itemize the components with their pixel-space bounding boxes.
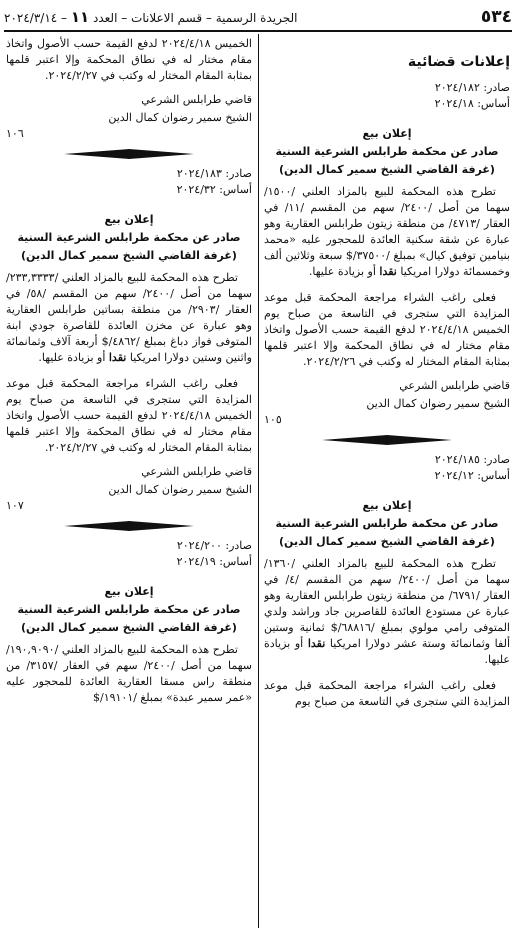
notice-number: ١٠٧ xyxy=(6,499,24,512)
court-name: صادر عن محكمة طرابلس الشرعية السنية xyxy=(17,603,241,616)
judge-chamber: (غرفة القاضي الشيخ سمير كمال الدين) xyxy=(21,249,237,262)
header-title xyxy=(4,8,481,26)
notice-106 xyxy=(264,452,510,710)
page-header xyxy=(4,6,512,28)
separator-ornament xyxy=(6,146,252,162)
issued-number: صادر: ٢٠٢٤/١٨٣ xyxy=(176,167,252,180)
header-rule xyxy=(4,30,512,32)
bidding-paragraph: فعلى راغب الشراء مراجعة المحكمة قبل موعد المزايدة التي ستجرى في التاسعة من صباح يوم الخميس ٢٠٢٤/٤/١٨ لدفع القيمة حسب الأصول واتخاذ مقام مختار له في نطاق المحكمة وإلا اعتبر قلمها بمثابة المقام المختار له وكتب في ٢٠٢٤/٢/٢٧. xyxy=(6,377,252,454)
notice-107 xyxy=(6,166,252,514)
judge-name: الشيخ سمير رضوان كمال الدين xyxy=(108,483,252,496)
page-number: ٥٣٤ xyxy=(480,7,512,27)
separator-ornament xyxy=(264,432,510,448)
bidding-paragraph: فعلى راغب الشراء مراجعة المحكمة قبل موعد المزايدة التي ستجرى في التاسعة من صباح يوم الخميس ٢٠٢٤/٤/١٨ لدفع القيمة حسب الأصول واتخاذ مقام مختار له في نطاق المحكمة وإلا اعتبر قلمها بمثابة المقام المختار له وكتب في ٢٠٢٤/٢/٢٦. xyxy=(264,291,510,368)
section-title: إعلانات قضائية xyxy=(407,54,510,70)
judge-title: قاضي طرابلس الشرعي xyxy=(141,93,252,106)
basis-number: أساس: ٢٠٢٤/١٢ xyxy=(434,469,510,482)
notice-heading: إعلان بيع xyxy=(362,499,412,512)
judge-chamber: (غرفة القاضي الشيخ سمير كمال الدين) xyxy=(279,163,495,176)
judge-name: الشيخ سمير رضوان كمال الدين xyxy=(366,397,510,410)
bidding-paragraph: فعلى راغب الشراء مراجعة المحكمة قبل موعد المزايدة التي ستجرى في التاسعة من صباح يوم xyxy=(264,679,510,708)
judge-chamber: (غرفة القاضي الشيخ سمير كمال الدين) xyxy=(279,535,495,548)
notice-number: ١٠٦ xyxy=(6,127,24,140)
continued-paragraph: الخميس ٢٠٢٤/٤/١٨ لدفع القيمة حسب الأصول واتخاذ مقام مختار له في نطاق المحكمة وإلا اعتبر قلمها بمثابة المقام المختار له وكتب في ٢٠٢٤/٢/٢٧. xyxy=(6,37,252,82)
separator-ornament xyxy=(6,518,252,534)
header-issue-number: ١١ xyxy=(70,8,90,26)
notice-heading: إعلان بيع xyxy=(362,127,412,140)
column-divider xyxy=(258,34,259,928)
judge-title: قاضي طرابلس الشرعي xyxy=(399,379,510,392)
judge-title: قاضي طرابلس الشرعي xyxy=(141,465,252,478)
notice-106-continuation xyxy=(6,36,252,142)
right-column xyxy=(264,36,510,930)
issued-number: صادر: ٢٠٢٤/١٨٥ xyxy=(434,453,510,466)
cash-term: نقدا xyxy=(108,351,127,364)
judge-name: الشيخ سمير رضوان كمال الدين xyxy=(108,111,252,124)
cash-term: نقدا xyxy=(379,265,397,278)
court-name: صادر عن محكمة طرابلس الشرعية السنية xyxy=(275,145,499,158)
issued-number: صادر: ٢٠٢٤/٢٠٠ xyxy=(176,539,252,552)
header-gazette-title: الجريدة الرسمية – قسم الاعلانات – العدد xyxy=(93,11,298,25)
judge-chamber: (غرفة القاضي الشيخ سمير كمال الدين) xyxy=(21,621,237,634)
basis-number: أساس: ٢٠٢٤/١٩ xyxy=(176,555,252,568)
court-name: صادر عن محكمة طرابلس الشرعية السنية xyxy=(275,517,499,530)
notice-heading: إعلان بيع xyxy=(104,213,154,226)
header-date: – ٢٠٢٤/٣/١٤ xyxy=(4,11,68,25)
notice-number: ١٠٥ xyxy=(264,413,282,426)
cash-term: نقدا xyxy=(307,637,326,650)
basis-number: أساس: ٢٠٢٤/٣٢ xyxy=(176,183,252,196)
sale-paragraph: تطرح هذه المحكمة للبيع بالمزاد العلني /١٥٠٠/ سهما من أصل /٢٤٠٠/ سهم من المقسم /١١/ في العقار /٤٧١٣/ من منطقة زيتون طرابلس العقارية وهو عبارة عن شقة سكنية العائدة للمحجور عليه «محمد بنيامين توفيق كيال» بمبلغ /٣٧٥٠٠/$ سبعة وثلاثين ألف وخمسمائة دولارا امريكيا نقدا أو بزيادة عليها. xyxy=(264,185,510,278)
court-name: صادر عن محكمة طرابلس الشرعية السنية xyxy=(17,231,241,244)
notice-105 xyxy=(264,80,510,428)
basis-number: أساس: ٢٠٢٤/١٨ xyxy=(434,97,510,110)
notice-heading: إعلان بيع xyxy=(104,585,154,598)
notice-108 xyxy=(6,538,252,706)
sale-paragraph: تطرح هذه المحكمة للبيع بالمزاد العلني /٢٣٣,٣٣٣٣/ سهما من أصل /٢٤٠٠/ سهم من المقسم /٥٨/ في العقار /٢٩٠٣/ من منطقة بساتين طرابلس العقارية وهو عبارة عن مخزن العائدة للقاصرة جودي ابنة المتوفى فواز دباغ بمبلغ /٤٨٦٢/$ أربعة آلاف وثمانمائة واثنين وستين دولارا امريكيا نقدا أو بزيادة عليها. xyxy=(6,271,252,364)
issued-number: صادر: ٢٠٢٤/١٨٢ xyxy=(434,81,510,94)
sale-paragraph: تطرح هذه المحكمة للبيع بالمزاد العلني /١٩٠,٩٠٩٠/ سهما من أصل /٢٤٠٠/ سهم في العقار /٣١٥٧/ من منطقة راس مسقا العقارية العائدة للمحجور عليه «عمر سمير عبدة» بمبلغ /١٩١٠١/$ xyxy=(6,643,252,704)
left-column xyxy=(6,36,252,930)
sale-paragraph: تطرح هذه المحكمة للبيع بالمزاد العلني /١٣٦٠/ سهما من أصل /٢٤٠٠/ سهم من المقسم /٤/ في العقار /٦٧٩١/ من منطقة زيتون طرابلس العقارية وهو عبارة عن مستودع العائدة للقاصرين جاد وراشد ولدي المتوفى رامي مولوي بمبلغ /٦٨٨١٦/$ ثمانية وستين ألفا وثمانمائة وستة عشر دولارا امريكيا نقدا أو بزيادة عليها. xyxy=(264,557,510,666)
